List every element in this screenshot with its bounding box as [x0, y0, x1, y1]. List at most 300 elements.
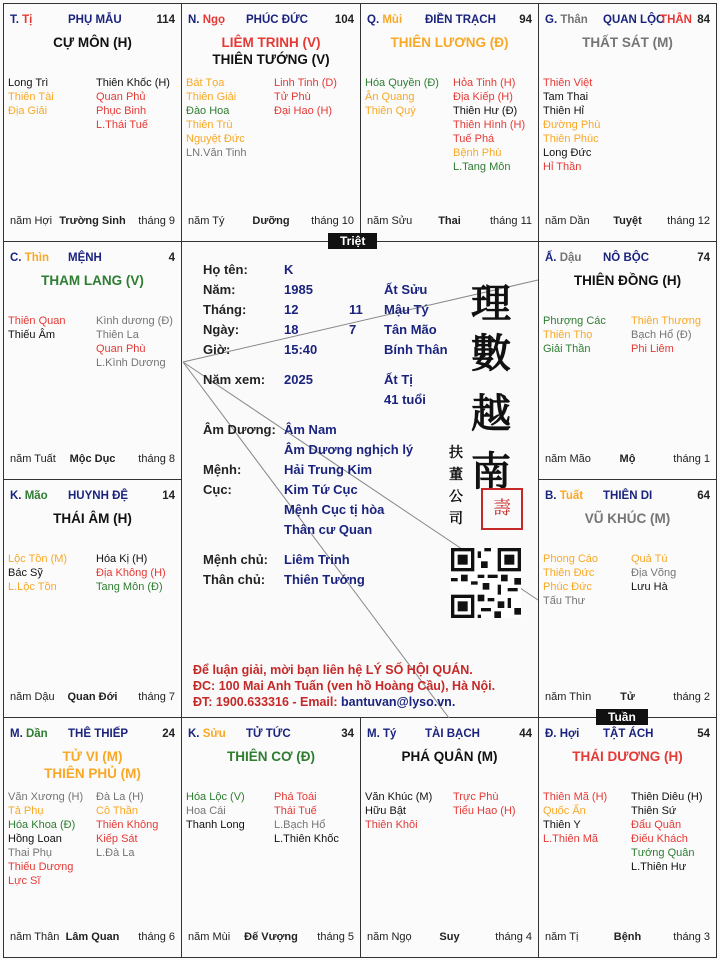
red-seal-stamp: 壽 — [481, 488, 523, 530]
palace-footer — [8, 453, 177, 467]
minor-star: Hóa Lộc (V) — [186, 791, 245, 803]
palace-name: PHÚC ĐỨC — [246, 14, 308, 26]
palace-cell[interactable] — [538, 241, 717, 480]
minor-stars-right — [274, 76, 337, 118]
minor-star: L.Thái Tuế — [96, 119, 148, 131]
palace-position — [367, 728, 396, 740]
palace-stage: Lâm Quan — [65, 931, 120, 943]
brand-small-1: 扶 — [449, 445, 463, 461]
minor-star: Quốc Ấn — [543, 805, 586, 817]
palace-header — [543, 252, 712, 268]
palace-branch: Dậu — [559, 252, 582, 264]
palace-stage: Mộ — [619, 453, 636, 465]
palace-month: tháng 11 — [489, 215, 532, 227]
gio-can: Bính Thân — [384, 342, 448, 357]
main-stars — [539, 272, 716, 289]
minor-star: Tướng Quân — [631, 847, 695, 859]
minor-star: Thiên Trù — [186, 119, 233, 131]
minor-star: Thái Tuế — [274, 805, 317, 817]
minor-star: Đẩu Quân — [631, 819, 682, 831]
minor-star: Trực Phù — [453, 791, 499, 803]
minor-star: Đào Hoa — [186, 105, 230, 117]
main-star: LIÊM TRINH (V) — [221, 35, 321, 50]
palace-position — [188, 14, 225, 26]
palace-stem: T. — [10, 14, 19, 26]
minor-star: Cô Thần — [96, 805, 138, 817]
palace-month: tháng 12 — [667, 215, 710, 227]
nam-value: 1985 — [284, 282, 313, 297]
main-stars — [4, 34, 181, 51]
contact-line-3 — [193, 694, 495, 710]
ngay-value: 18 — [284, 322, 299, 337]
minor-star: Địa Không (H) — [96, 567, 166, 579]
palace-footer — [8, 691, 177, 705]
nam-xem-value: 2025 — [284, 372, 313, 387]
palace-age-number: 34 — [341, 728, 354, 740]
minor-star: Thiên Việt — [543, 77, 593, 89]
minor-star: Tang Môn (Đ) — [96, 581, 163, 593]
palace-year: năm Tuất — [10, 453, 56, 465]
minor-stars-right — [96, 552, 166, 594]
palace-cell[interactable] — [360, 3, 539, 242]
palace-age-number: 74 — [697, 252, 710, 264]
main-star: THAM LANG (V) — [41, 273, 144, 288]
main-star: THIÊN TƯỚNG (V) — [212, 52, 330, 67]
palace-name: MỆNH — [68, 252, 102, 264]
palace-cell[interactable] — [360, 717, 539, 958]
palace-age-number: 14 — [162, 490, 175, 502]
minor-star: Lộc Tồn (M) — [8, 553, 68, 565]
palace-branch: Thân — [560, 14, 588, 26]
palace-stem: Q. — [367, 14, 380, 26]
brand-char-1: 理 — [471, 280, 511, 327]
palace-header — [8, 14, 177, 30]
palace-name: TẬT ÁCH — [603, 728, 654, 740]
cuc-detail-1: Mệnh Cục tị hòa — [284, 502, 385, 517]
palace-month: tháng 9 — [138, 215, 175, 227]
minor-star: Hóa Kị (H) — [96, 553, 148, 565]
minor-star: Đà La (H) — [96, 791, 144, 803]
palace-name: HUYNH ĐỆ — [68, 490, 129, 502]
cuc-label: Cục: — [203, 482, 232, 497]
minor-star: Thiên Quý — [365, 105, 416, 117]
minor-star: Thiên Hình (H) — [453, 119, 526, 131]
palace-stem: G. — [545, 14, 558, 26]
palace-cell[interactable] — [538, 717, 717, 958]
main-stars — [4, 272, 181, 289]
minor-star: Giải Thần — [543, 343, 591, 355]
minor-star: Linh Tinh (D) — [274, 77, 337, 89]
minor-star: Tuế Phá — [453, 133, 495, 145]
palace-header — [543, 490, 712, 506]
palace-cell[interactable] — [3, 717, 182, 958]
palace-footer — [8, 215, 177, 229]
contact-line-1: Để luận giải, mời bạn liên hệ LÝ SỐ HỘI QUÁN. — [193, 663, 473, 677]
am-duong-label: Âm Dương: — [203, 422, 276, 437]
minor-star: Thiên Mã (H) — [543, 791, 608, 803]
palace-name: ĐIỀN TRẠCH — [425, 14, 496, 26]
minor-stars-right — [96, 790, 158, 860]
minor-stars-right — [274, 790, 339, 846]
palace-year: năm Tị — [545, 931, 579, 943]
main-star: THIÊN PHỦ (M) — [44, 766, 141, 781]
minor-star: Phong Cáo — [543, 553, 599, 565]
palace-stem: C. — [10, 252, 22, 264]
palace-position — [545, 14, 588, 26]
minor-star: Bệnh Phù — [453, 147, 502, 159]
palace-month: tháng 8 — [138, 453, 175, 465]
palace-stage: Quan Đới — [67, 691, 118, 703]
palace-year: năm Thìn — [545, 691, 592, 703]
minor-star: Hỉ Thần — [543, 161, 582, 173]
palace-stage: Đế Vượng — [244, 931, 298, 943]
main-stars — [539, 510, 716, 527]
palace-branch: Tý — [382, 728, 397, 740]
minor-stars-right — [631, 314, 701, 356]
contact-line-2: ĐC: 100 Mai Anh Tuấn (ven hồ Hoàng Cầu), Hà Nội. — [193, 679, 496, 693]
minor-star: L.Kình Dương — [96, 357, 166, 369]
palace-stage: Trường Sinh — [59, 215, 126, 227]
gio-value: 15:40 — [284, 342, 318, 357]
palace-year: năm Mão — [545, 453, 591, 465]
minor-star: Hồng Loan — [8, 833, 62, 845]
nam-label: Năm: — [203, 282, 236, 297]
palace-month: tháng 1 — [673, 453, 710, 465]
palace-stem: Ấ. — [545, 252, 557, 264]
minor-star: Địa Kiếp (H) — [453, 91, 513, 103]
minor-star: L.Lộc Tồn — [8, 581, 57, 593]
palace-stage: Thai — [438, 215, 461, 227]
brand-small-2: 董 — [449, 467, 463, 483]
minor-star: Thiên Khôi — [365, 819, 418, 831]
palace-month: tháng 10 — [311, 215, 354, 227]
minor-stars-left — [8, 552, 67, 594]
palace-position — [367, 14, 402, 26]
palace-header — [8, 490, 177, 506]
minor-stars-left — [543, 76, 600, 174]
palace-year: năm Hợi — [10, 215, 53, 227]
main-stars — [361, 34, 538, 51]
ho-ten-label: Họ tên: — [203, 262, 248, 277]
palace-cell[interactable] — [538, 3, 717, 242]
palace-branch: Hợi — [559, 728, 580, 740]
than-marker: THÂN — [660, 14, 692, 26]
nam-xem-label: Năm xem: — [203, 372, 266, 387]
minor-stars-left — [365, 76, 439, 118]
minor-star: L.Đà La — [96, 847, 135, 859]
triet-stamp: Triệt — [328, 233, 377, 249]
palace-footer — [186, 215, 356, 229]
palace-header — [543, 14, 712, 30]
minor-star: Long Trì — [8, 77, 49, 89]
thang-value: 12 — [284, 302, 299, 317]
palace-month: tháng 5 — [317, 931, 354, 943]
minor-star: Hóa Khoa (Đ) — [8, 819, 76, 831]
palace-position — [10, 14, 32, 26]
palace-age-number: 84 — [697, 14, 710, 26]
minor-star: Thiên Không — [96, 819, 159, 831]
palace-name: PHỤ MẪU — [68, 14, 122, 26]
minor-star: Thiên Khốc (H) — [96, 77, 170, 89]
palace-name: QUAN LỘC — [603, 14, 665, 26]
minor-star: Quả Tú — [631, 553, 668, 565]
minor-stars-left — [543, 552, 598, 608]
menh-chu-value: Liêm Trinh — [284, 552, 350, 567]
palace-header — [186, 14, 356, 30]
main-stars — [4, 510, 181, 527]
palace-stem: K. — [10, 490, 22, 502]
minor-star: Thiếu Âm — [8, 329, 56, 341]
palace-header — [543, 728, 712, 744]
minor-star: Thiên Quan — [8, 315, 66, 327]
menh-chu-label: Mệnh chủ: — [203, 552, 268, 567]
minor-star: Thiếu Dương — [8, 861, 74, 873]
palace-position — [10, 728, 48, 740]
minor-star: Phá Toái — [274, 791, 317, 803]
main-stars — [4, 748, 181, 782]
brand-char-2: 數 — [471, 330, 511, 377]
minor-star: L.Tang Môn — [453, 161, 511, 173]
minor-star: Thiên Y — [543, 819, 581, 831]
palace-position — [188, 728, 226, 740]
minor-stars-right — [453, 76, 525, 174]
thang-label: Tháng: — [203, 302, 247, 317]
minor-star: L.Thiên Khốc — [274, 833, 339, 845]
nam-xem-can: Ất Tị — [384, 372, 413, 387]
palace-month: tháng 4 — [495, 931, 532, 943]
main-stars — [361, 748, 538, 765]
contact-block — [193, 662, 495, 710]
minor-star: Thiên Sứ — [631, 805, 677, 817]
palace-cell[interactable] — [3, 241, 182, 480]
minor-star: Thiên Thọ — [543, 329, 593, 341]
minor-star: Tam Thai — [543, 91, 589, 103]
minor-star: Kiếp Sát — [96, 833, 138, 845]
palace-year: năm Sửu — [367, 215, 413, 227]
palace-stem: B. — [545, 490, 557, 502]
palace-month: tháng 7 — [138, 691, 175, 703]
palace-age-number: 94 — [519, 14, 532, 26]
palace-stem: Đ. — [545, 728, 557, 740]
minor-stars-right — [96, 76, 170, 132]
thang-can: Mậu Tý — [384, 302, 429, 317]
palace-month: tháng 6 — [138, 931, 175, 943]
palace-stage: Bệnh — [613, 931, 642, 943]
ho-ten-value: K — [284, 262, 294, 277]
palace-stage: Suy — [439, 931, 460, 943]
palace-stage: Tuyệt — [613, 215, 642, 227]
palace-branch: Mùi — [382, 14, 403, 26]
minor-star: Kình dương (Đ) — [96, 315, 173, 327]
palace-age-number: 54 — [697, 728, 710, 740]
palace-stage: Tử — [620, 691, 635, 703]
minor-stars-left — [8, 314, 65, 342]
palace-position — [10, 490, 48, 502]
palace-header — [8, 252, 177, 268]
tuan-stamp: Tuần — [596, 709, 648, 725]
palace-cell[interactable] — [538, 479, 717, 718]
palace-header — [8, 728, 177, 744]
main-stars — [182, 748, 360, 765]
minor-star: Hỏa Tinh (H) — [453, 77, 516, 89]
palace-year: năm Thân — [10, 931, 60, 943]
palace-footer — [543, 453, 712, 467]
qr-code[interactable] — [451, 548, 521, 618]
palace-branch: Dần — [25, 728, 48, 740]
minor-star: Bát Tọa — [186, 77, 225, 89]
contact-email-link[interactable]: bantuvan@lyso.vn. — [341, 695, 456, 709]
tuoi-value: 41 tuổi — [384, 392, 426, 407]
palace-year: năm Mùi — [188, 931, 231, 943]
menh-label: Mệnh: — [203, 462, 242, 477]
palace-age-number: 44 — [519, 728, 532, 740]
main-star: THIÊN ĐỒNG (H) — [573, 273, 682, 288]
minor-star: Hữu Bật — [365, 805, 406, 817]
nam-can: Ất Sửu — [384, 282, 428, 297]
minor-stars-right — [96, 314, 173, 370]
ngay-can: Tân Mão — [384, 322, 437, 337]
palace-cell[interactable] — [181, 717, 361, 958]
palace-position — [545, 490, 583, 502]
palace-stem: K. — [188, 728, 200, 740]
minor-star: Nguyệt Đức — [186, 133, 245, 145]
brand-small-3: 公 — [449, 489, 463, 505]
minor-star: Ân Quang — [365, 91, 415, 103]
palace-footer — [186, 931, 356, 945]
minor-star: Điếu Khách — [631, 833, 688, 845]
minor-stars-left — [8, 76, 54, 118]
palace-footer — [8, 931, 177, 945]
palace-month: tháng 3 — [673, 931, 710, 943]
minor-star: Hoa Cái — [186, 805, 226, 817]
minor-star: Lưu Hà — [631, 581, 668, 593]
minor-star: L.Bạch Hổ — [274, 819, 326, 831]
brand-char-3: 越 — [471, 390, 511, 437]
minor-star: Đại Hao (H) — [274, 105, 333, 117]
palace-stem: M. — [10, 728, 23, 740]
main-star: PHÁ QUÂN (M) — [401, 749, 498, 764]
palace-stage: Dưỡng — [252, 215, 290, 227]
minor-star: L.Thiên Mã — [543, 833, 599, 845]
minor-star: LN.Văn Tinh — [186, 147, 247, 159]
cuc-value: Kim Tứ Cục — [284, 482, 358, 497]
minor-star: Thiên La — [96, 329, 139, 341]
minor-stars-right — [453, 790, 516, 818]
palace-footer — [365, 931, 534, 945]
palace-footer — [365, 215, 534, 229]
than-chu-label: Thân chủ: — [203, 572, 266, 587]
palace-cell[interactable] — [3, 479, 182, 718]
main-star: THIÊN CƠ (Đ) — [226, 749, 315, 764]
palace-age-number: 104 — [334, 14, 354, 26]
thang-am: 11 — [349, 302, 363, 317]
palace-header — [365, 728, 534, 744]
main-stars — [539, 748, 716, 765]
minor-star: Thiên Tài — [8, 91, 54, 103]
palace-age-number: 4 — [168, 252, 175, 264]
than-chu-value: Thiên Tướng — [284, 572, 365, 587]
palace-year: năm Dậu — [10, 691, 55, 703]
minor-stars-left — [543, 314, 606, 356]
palace-position — [545, 728, 579, 740]
palace-cell[interactable] — [181, 3, 361, 242]
palace-branch: Thìn — [24, 252, 49, 264]
minor-star: Lực Sĩ — [8, 875, 41, 887]
palace-cell[interactable] — [3, 3, 182, 242]
minor-stars-left — [186, 76, 247, 160]
minor-star: Tả Phụ — [8, 805, 44, 817]
palace-name: THÊ THIẾP — [68, 728, 129, 740]
palace-year: năm Tý — [188, 215, 225, 227]
palace-stem: N. — [188, 14, 200, 26]
palace-branch: Tuất — [559, 490, 584, 502]
palace-position — [545, 252, 581, 264]
palace-year: năm Ngọ — [367, 931, 412, 943]
main-star: TỬ VI (M) — [62, 749, 123, 764]
minor-star: Văn Xương (H) — [8, 791, 84, 803]
palace-age-number: 64 — [697, 490, 710, 502]
minor-star: Thai Phụ — [8, 847, 53, 859]
minor-star: Phục Binh — [96, 105, 147, 117]
ngay-label: Ngày: — [203, 322, 240, 337]
minor-star: Tử Phù — [274, 91, 311, 103]
palace-position — [10, 252, 49, 264]
minor-star: Phượng Các — [543, 315, 606, 327]
main-star: VŨ KHÚC (M) — [584, 511, 671, 526]
minor-star: Thiên Hư (Đ) — [453, 105, 518, 117]
minor-stars-left — [8, 790, 83, 888]
am-duong-value: Âm Nam — [284, 422, 337, 437]
palace-name: THIÊN DI — [603, 490, 653, 502]
main-star: THẤT SÁT (M) — [582, 35, 673, 50]
brand-small-4: 司 — [449, 511, 463, 527]
cuc-detail-2: Thân cư Quan — [284, 522, 373, 537]
palace-stem: M. — [367, 728, 380, 740]
minor-stars-left — [543, 790, 607, 846]
minor-star: Thiên Đức — [543, 567, 595, 579]
minor-star: Thiên Hỉ — [543, 105, 584, 117]
minor-star: Long Đức — [543, 147, 592, 159]
minor-star: Thiên Giải — [186, 91, 237, 103]
palace-age-number: 114 — [156, 14, 175, 26]
minor-star: Tấu Thư — [543, 595, 586, 607]
brand-char-4: 南 — [471, 448, 511, 495]
palace-footer — [543, 931, 712, 945]
main-star: CỰ MÔN (H) — [53, 35, 132, 50]
minor-star: Quan Phủ — [96, 91, 146, 103]
minor-stars-left — [186, 790, 245, 832]
palace-month: tháng 2 — [673, 691, 710, 703]
minor-star: L.Thiên Hư — [631, 861, 687, 873]
minor-star: Quan Phù — [96, 343, 146, 355]
palace-header — [186, 728, 356, 744]
minor-star: Đường Phù — [543, 119, 601, 131]
minor-star: Hóa Quyền (Đ) — [365, 77, 439, 89]
minor-star: Bạch Hổ (Đ) — [631, 329, 692, 341]
center-info-panel — [181, 242, 539, 718]
palace-name: TÀI BẠCH — [425, 728, 480, 740]
contact-phone: ĐT: 1900.633316 - Email: — [193, 695, 341, 709]
palace-age-number: 24 — [162, 728, 175, 740]
palace-branch: Ngọ — [202, 14, 226, 26]
palace-name: NÔ BỘC — [603, 252, 649, 264]
minor-star: Tiểu Hao (H) — [453, 805, 516, 817]
main-star: THÁI DƯƠNG (H) — [572, 749, 683, 764]
palace-branch: Mão — [24, 490, 48, 502]
minor-star: Bác Sỹ — [8, 567, 43, 579]
main-star: THÁI ÂM (H) — [53, 511, 132, 526]
palace-footer — [543, 691, 712, 705]
